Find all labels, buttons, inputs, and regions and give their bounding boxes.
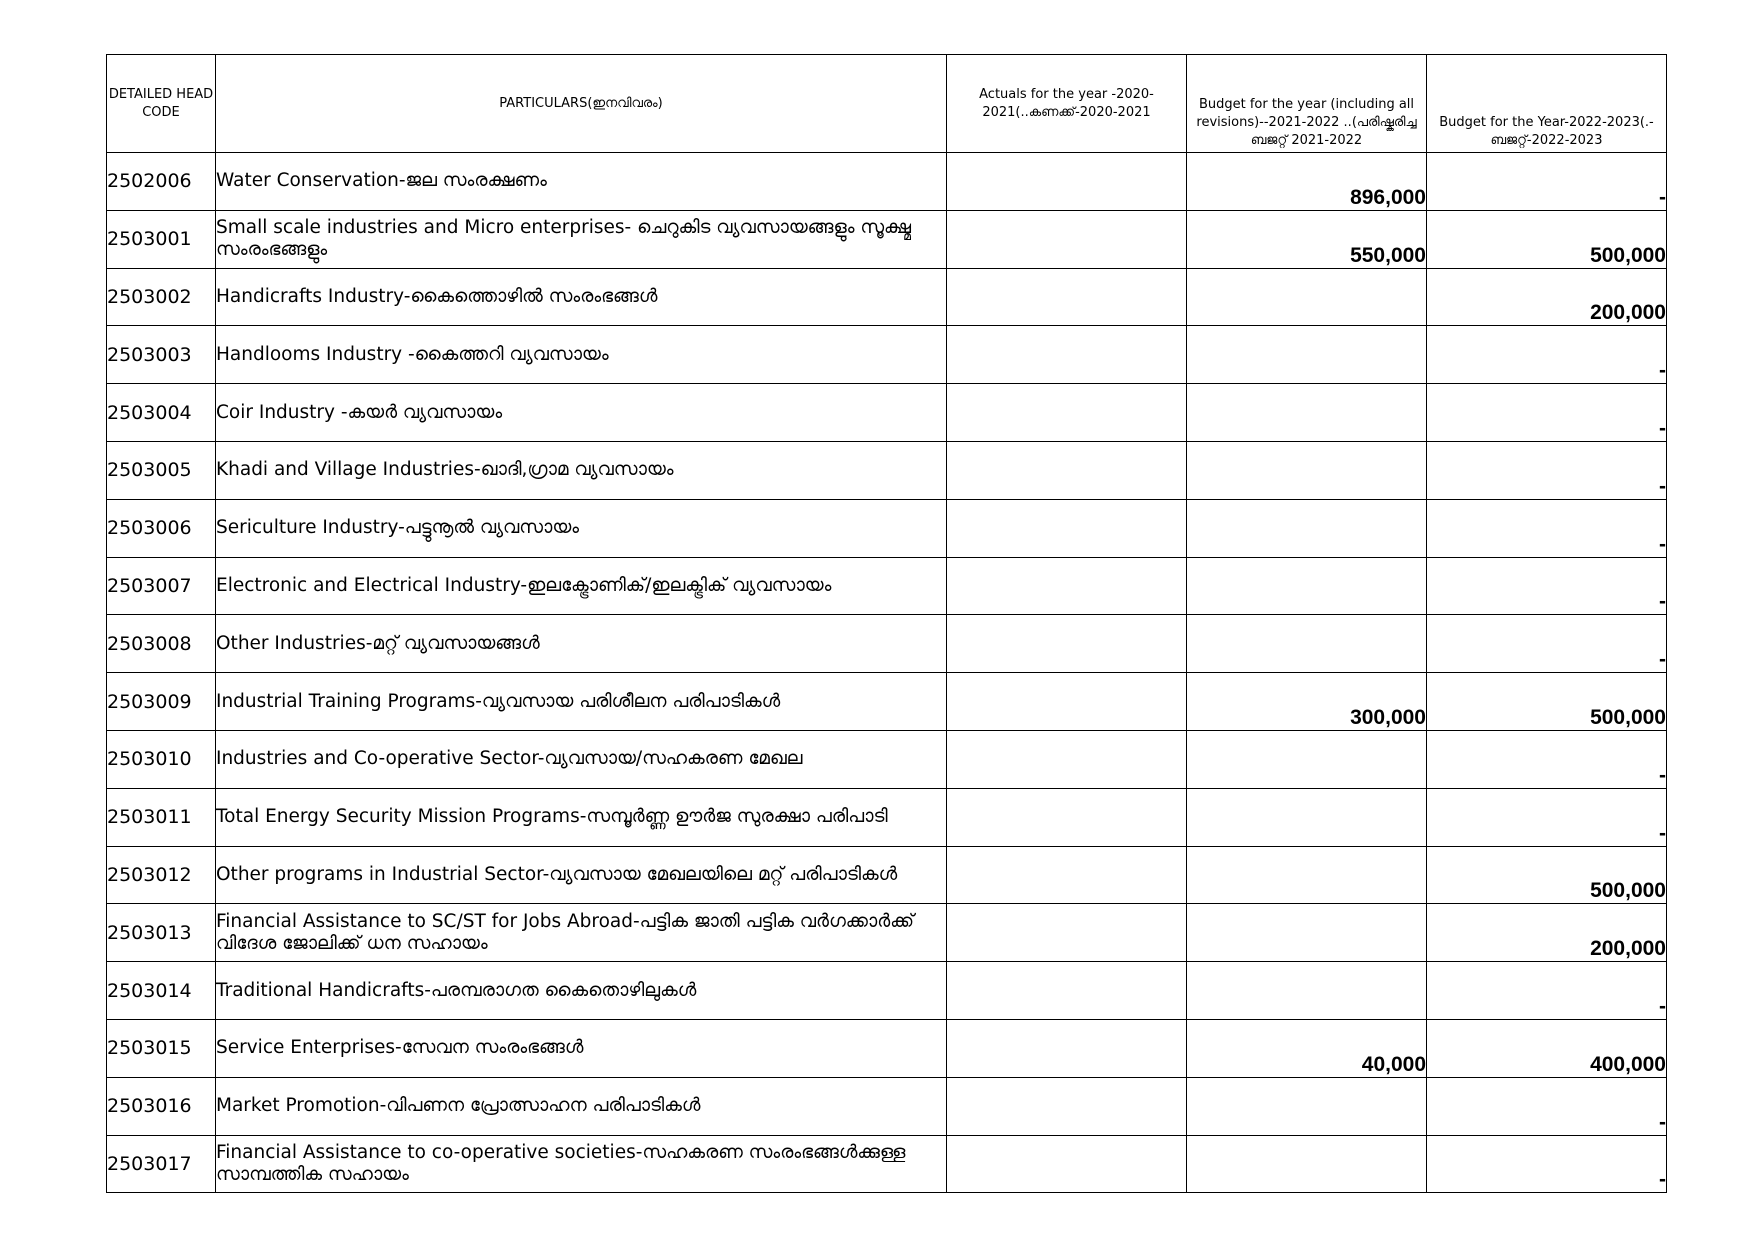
particulars-cell	[216, 1077, 947, 1135]
table-row	[107, 1077, 1667, 1135]
budget-2022-2023-cell	[1427, 1135, 1667, 1193]
particulars-cell	[216, 904, 947, 962]
budget-2022-2023-cell	[1427, 210, 1667, 268]
budget-2022-2023-value: -	[1659, 474, 1666, 498]
budget-2022-2023-cell	[1427, 557, 1667, 615]
head-code-value: 2503004	[107, 401, 192, 424]
particulars-cell	[216, 846, 947, 904]
head-code-cell	[107, 1077, 216, 1135]
actuals-cell	[947, 846, 1187, 904]
head-code-value: 2503001	[107, 228, 192, 251]
head-code-cell	[107, 1019, 216, 1077]
head-code-cell	[107, 441, 216, 499]
table-row	[107, 441, 1667, 499]
budget-2022-2023-value: 400,000	[1590, 1052, 1666, 1076]
actuals-cell	[947, 1077, 1187, 1135]
budget-2021-2022-cell	[1187, 962, 1427, 1020]
particulars-value: Khadi and Village Industries-ഖാദി,ഗ്രാമ വ്യവസായം	[216, 459, 674, 481]
actuals-cell	[947, 153, 1187, 211]
budget-2022-2023-value: 200,000	[1590, 301, 1666, 325]
head-code-cell	[107, 384, 216, 442]
header-particulars: PARTICULARS(ഇനവിവരം)	[216, 55, 947, 153]
table-header	[107, 55, 1667, 153]
head-code-cell	[107, 268, 216, 326]
table-row	[107, 499, 1667, 557]
particulars-value: Industries and Co-operative Sector-വ്യവസായ/സഹകരണ മേഖല	[216, 748, 803, 770]
head-code-value: 2503009	[107, 690, 192, 713]
actuals-cell	[947, 904, 1187, 962]
particulars-cell	[216, 441, 947, 499]
particulars-value: Water Conservation-ജല സംരക്ഷണം	[216, 170, 547, 192]
particulars-cell	[216, 268, 947, 326]
particulars-value: Other Industries-മറ്റ് വ്യവസായങ്ങൾ	[216, 632, 540, 654]
head-code-cell	[107, 673, 216, 731]
head-code-value: 2503006	[107, 517, 192, 540]
header-detailed-head-code: DETAILED HEAD CODE	[107, 55, 216, 153]
budget-2022-2023-value: -	[1659, 821, 1666, 845]
table-row	[107, 268, 1667, 326]
particulars-cell	[216, 1135, 947, 1193]
budget-2022-2023-cell	[1427, 153, 1667, 211]
particulars-cell	[216, 730, 947, 788]
header-row	[107, 55, 1667, 153]
budget-2022-2023-value: -	[1659, 416, 1666, 440]
actuals-cell	[947, 1019, 1187, 1077]
budget-2022-2023-value: -	[1659, 1110, 1666, 1134]
particulars-cell	[216, 210, 947, 268]
budget-2022-2023-value: 500,000	[1590, 879, 1666, 903]
budget-2021-2022-value: 40,000	[1361, 1052, 1426, 1076]
budget-2022-2023-value: 200,000	[1590, 937, 1666, 961]
budget-2021-2022-value: 550,000	[1350, 243, 1426, 267]
table-row	[107, 557, 1667, 615]
particulars-value: Financial Assistance to SC/ST for Jobs Abroad-പട്ടിക ജാതി പട്ടിക വർഗക്കാർക്ക് വിദേശ ജോലിക്ക് ധന സഹായം	[216, 910, 914, 954]
budget-2021-2022-cell	[1187, 904, 1427, 962]
budget-2022-2023-value: -	[1659, 185, 1666, 209]
budget-2021-2022-cell	[1187, 1077, 1427, 1135]
head-code-cell	[107, 615, 216, 673]
table-row	[107, 210, 1667, 268]
table-row	[107, 730, 1667, 788]
particulars-value: Handlooms Industry -കൈത്തറി വ്യവസായം	[216, 343, 609, 365]
particulars-value: Small scale industries and Micro enterprises- ചെറുകിട വ്യവസായങ്ങളും സൂക്ഷ്മ സംരംഭങ്ങളും	[216, 217, 912, 261]
budget-2022-2023-cell	[1427, 904, 1667, 962]
head-code-value: 2503002	[107, 285, 192, 308]
head-code-value: 2503017	[107, 1152, 192, 1175]
actuals-cell	[947, 615, 1187, 673]
head-code-value: 2503015	[107, 1037, 192, 1060]
budget-2022-2023-cell	[1427, 268, 1667, 326]
budget-2022-2023-cell	[1427, 962, 1667, 1020]
actuals-cell	[947, 441, 1187, 499]
actuals-cell	[947, 326, 1187, 384]
head-code-value: 2503005	[107, 459, 192, 482]
head-code-value: 2503011	[107, 806, 192, 829]
budget-2022-2023-value: -	[1659, 994, 1666, 1018]
budget-2021-2022-cell	[1187, 1135, 1427, 1193]
budget-2021-2022-cell	[1187, 557, 1427, 615]
budget-2022-2023-cell	[1427, 846, 1667, 904]
head-code-cell	[107, 846, 216, 904]
budget-2021-2022-cell	[1187, 153, 1427, 211]
budget-2022-2023-cell	[1427, 788, 1667, 846]
head-code-cell	[107, 904, 216, 962]
particulars-cell	[216, 788, 947, 846]
head-code-cell	[107, 1135, 216, 1193]
actuals-cell	[947, 788, 1187, 846]
budget-2022-2023-value: 500,000	[1590, 243, 1666, 267]
budget-2022-2023-value: -	[1659, 763, 1666, 787]
particulars-cell	[216, 962, 947, 1020]
head-code-cell	[107, 499, 216, 557]
particulars-cell	[216, 153, 947, 211]
particulars-value: Market Promotion-വിപണന പ്രോത്സാഹന പരിപാടികൾ	[216, 1095, 701, 1117]
table-row	[107, 1019, 1667, 1077]
head-code-cell	[107, 962, 216, 1020]
budget-2022-2023-cell	[1427, 326, 1667, 384]
head-code-cell	[107, 557, 216, 615]
actuals-cell	[947, 557, 1187, 615]
header-actuals-2020-2021: Actuals for the year -2020-2021(..കണക്ക്-2020-2021	[947, 55, 1187, 153]
particulars-value: Service Enterprises-സേവന സംരംഭങ്ങൾ	[216, 1037, 584, 1059]
head-code-value: 2503010	[107, 748, 192, 771]
particulars-cell	[216, 1019, 947, 1077]
head-code-value: 2503016	[107, 1095, 192, 1118]
budget-2021-2022-cell	[1187, 499, 1427, 557]
budget-2022-2023-cell	[1427, 673, 1667, 731]
head-code-cell	[107, 210, 216, 268]
budget-2022-2023-value: -	[1659, 1168, 1666, 1192]
actuals-cell	[947, 730, 1187, 788]
budget-2021-2022-cell	[1187, 673, 1427, 731]
head-code-value: 2503008	[107, 632, 192, 655]
budget-2022-2023-value: -	[1659, 359, 1666, 383]
particulars-value: Financial Assistance to co-operative societies-സഹകരണ സംരംഭങ്ങൾക്കുള്ള സാമ്പത്തിക സഹായം	[216, 1141, 906, 1185]
budget-2021-2022-cell	[1187, 615, 1427, 673]
table-row	[107, 326, 1667, 384]
particulars-value: Handicrafts Industry-കൈത്തൊഴിൽ സംരംഭങ്ങൾ	[216, 285, 658, 307]
head-code-cell	[107, 730, 216, 788]
particulars-cell	[216, 499, 947, 557]
actuals-cell	[947, 673, 1187, 731]
header-budget-2021-2022: Budget for the year (including all revisions)--2021-2022 ..(പരിഷ്കരിച്ച ബജറ്റ് 2021-2022	[1187, 55, 1427, 153]
particulars-value: Coir Industry -കയർ വ്യവസായം	[216, 401, 503, 423]
particulars-value: Sericulture Industry-പട്ടുനൂൽ വ്യവസായം	[216, 517, 580, 539]
table-row	[107, 153, 1667, 211]
table-row	[107, 846, 1667, 904]
budget-2021-2022-value: 896,000	[1350, 185, 1426, 209]
head-code-value: 2502006	[107, 170, 192, 193]
head-code-value: 2503003	[107, 343, 192, 366]
budget-table	[106, 54, 1667, 1193]
budget-2022-2023-cell	[1427, 1019, 1667, 1077]
budget-2021-2022-cell	[1187, 846, 1427, 904]
head-code-value: 2503013	[107, 921, 192, 944]
budget-2021-2022-cell	[1187, 210, 1427, 268]
particulars-cell	[216, 673, 947, 731]
head-code-value: 2503014	[107, 979, 192, 1002]
table-row	[107, 673, 1667, 731]
actuals-cell	[947, 499, 1187, 557]
budget-2021-2022-cell	[1187, 730, 1427, 788]
budget-2022-2023-cell	[1427, 499, 1667, 557]
budget-2021-2022-cell	[1187, 384, 1427, 442]
head-code-cell	[107, 326, 216, 384]
actuals-cell	[947, 384, 1187, 442]
particulars-value: Other programs in Industrial Sector-വ്യവസായ മേഖലയിലെ മറ്റ് പരിപാടികൾ	[216, 863, 898, 885]
budget-2021-2022-cell	[1187, 788, 1427, 846]
budget-2021-2022-cell	[1187, 1019, 1427, 1077]
head-code-value: 2503012	[107, 863, 192, 886]
head-code-cell	[107, 788, 216, 846]
budget-2022-2023-value: -	[1659, 590, 1666, 614]
actuals-cell	[947, 1135, 1187, 1193]
particulars-cell	[216, 326, 947, 384]
head-code-value: 2503007	[107, 574, 192, 597]
budget-2022-2023-value: -	[1659, 648, 1666, 672]
budget-2022-2023-value: -	[1659, 532, 1666, 556]
particulars-value: Industrial Training Programs-വ്യവസായ പരിശീലന പരിപാടികൾ	[216, 690, 781, 712]
budget-2021-2022-value: 300,000	[1350, 705, 1426, 729]
table-row	[107, 962, 1667, 1020]
actuals-cell	[947, 268, 1187, 326]
particulars-value: Traditional Handicrafts-പരമ്പരാഗത കൈതൊഴിലുകൾ	[216, 979, 697, 1001]
actuals-cell	[947, 962, 1187, 1020]
budget-2022-2023-cell	[1427, 441, 1667, 499]
table-row	[107, 788, 1667, 846]
particulars-cell	[216, 615, 947, 673]
budget-2021-2022-cell	[1187, 326, 1427, 384]
budget-2022-2023-cell	[1427, 384, 1667, 442]
budget-2021-2022-cell	[1187, 268, 1427, 326]
particulars-value: Electronic and Electrical Industry-ഇലക്ട്രോണിക്/ഇലക്ട്രിക് വ്യവസായം	[216, 574, 832, 596]
budget-2021-2022-cell	[1187, 441, 1427, 499]
table-row	[107, 384, 1667, 442]
budget-2022-2023-cell	[1427, 730, 1667, 788]
particulars-cell	[216, 557, 947, 615]
table-row	[107, 1135, 1667, 1193]
table-row	[107, 615, 1667, 673]
particulars-cell	[216, 384, 947, 442]
head-code-cell	[107, 153, 216, 211]
particulars-value: Total Energy Security Mission Programs-സമ്പൂർണ്ണ ഊർജ സുരക്ഷാ പരിപാടി	[216, 806, 888, 828]
actuals-cell	[947, 210, 1187, 268]
budget-2022-2023-value: 500,000	[1590, 705, 1666, 729]
table-body	[107, 153, 1667, 1193]
budget-2022-2023-cell	[1427, 615, 1667, 673]
budget-2022-2023-cell	[1427, 1077, 1667, 1135]
header-budget-2022-2023: Budget for the Year-2022-2023(.-ബജറ്റ്-2022-2023	[1427, 55, 1667, 153]
table-row	[107, 904, 1667, 962]
